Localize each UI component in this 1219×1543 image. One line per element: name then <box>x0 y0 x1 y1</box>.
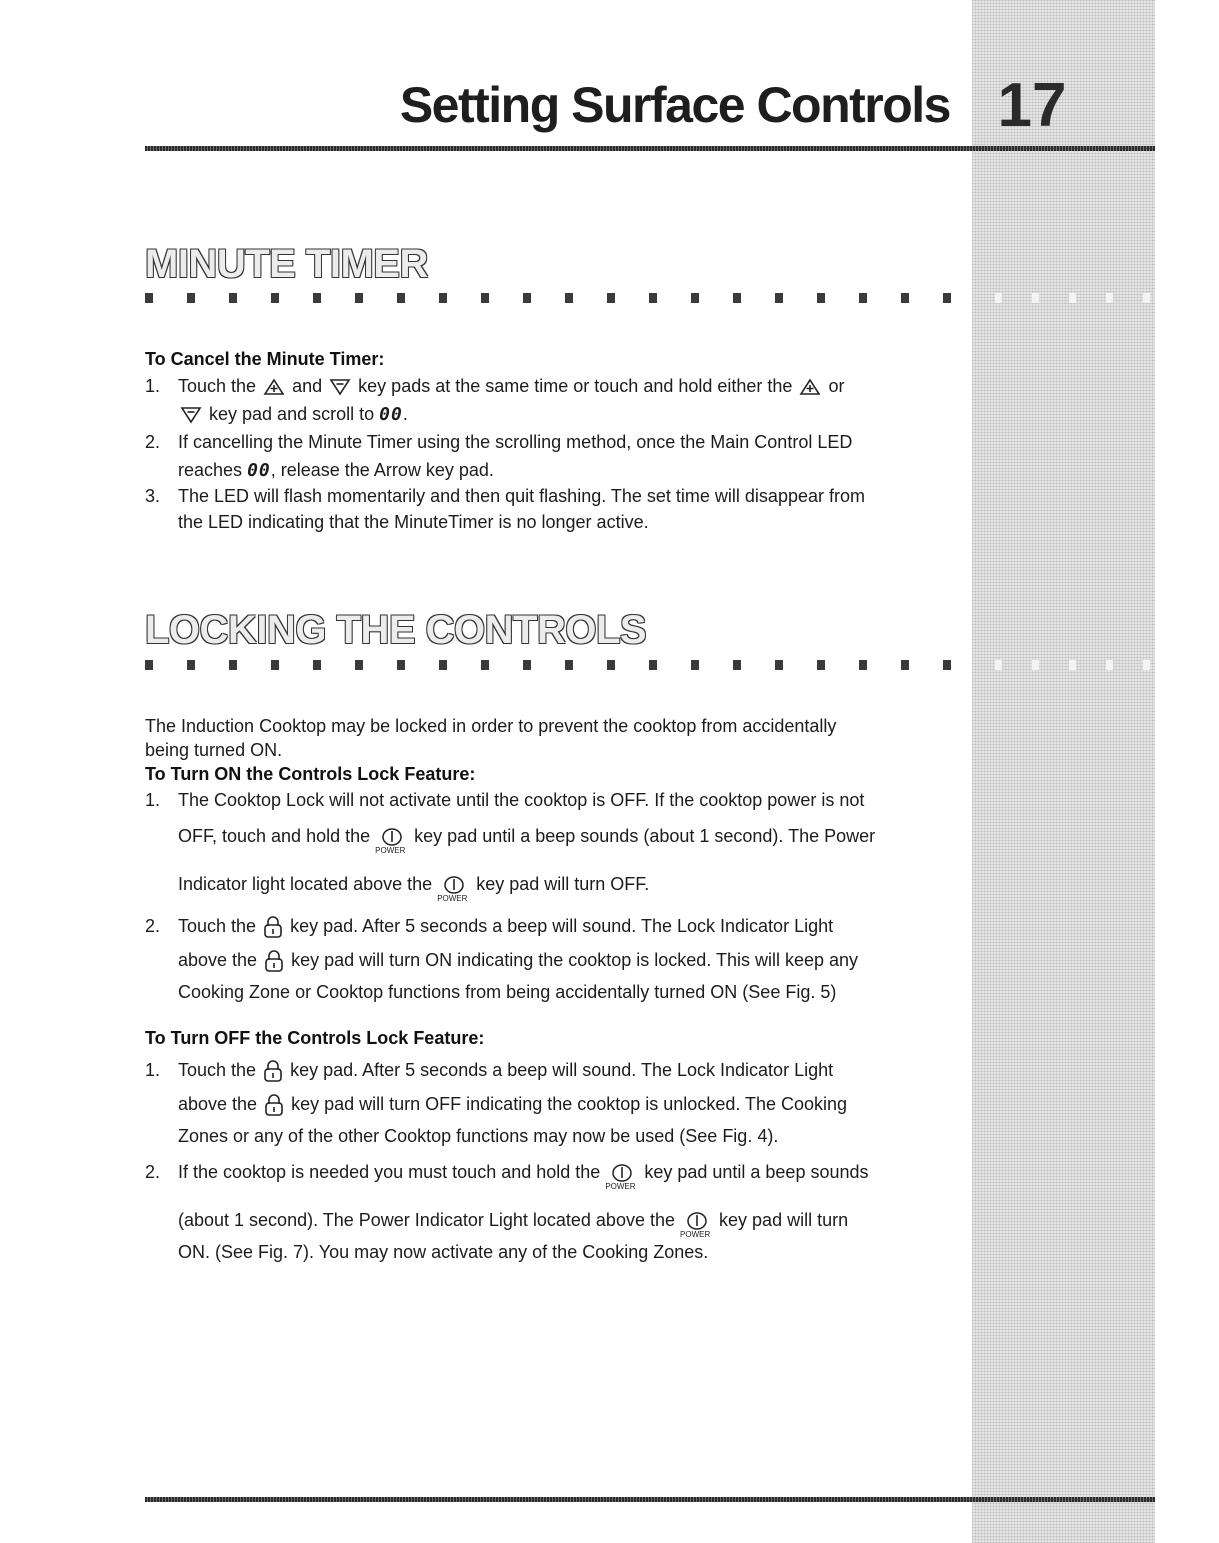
divider-dot <box>1143 660 1150 670</box>
divider-dot <box>439 293 447 303</box>
power-caption: POWER <box>437 894 468 904</box>
power-icon <box>441 875 467 895</box>
lock-off-step-1-c: Zones or any of the other Cooktop functions may now be used (See Fig. 4). <box>178 1126 779 1146</box>
step-text: Touch the <box>178 1060 257 1080</box>
divider-dot <box>1032 293 1039 303</box>
header-rule <box>145 146 1155 151</box>
divider-dot <box>145 660 153 670</box>
lock-on-step-2-b <box>178 950 858 972</box>
step-text: key pad will turn ON indicating the cooktop is locked. This will keep any <box>291 950 859 970</box>
step-number: 3. <box>145 486 161 506</box>
divider-dot <box>1069 660 1076 670</box>
step-number: 2. <box>145 432 161 452</box>
divider-dot <box>229 660 237 670</box>
divider-dot <box>1106 660 1113 670</box>
divider-dot <box>187 660 195 670</box>
step-text: above the <box>178 950 258 970</box>
lock-off-step-2 <box>178 1162 869 1192</box>
divider-dot <box>607 293 615 303</box>
power-caption: POWER <box>375 846 406 856</box>
step-text: (about 1 second). The Power Indicator Light located above the <box>178 1210 675 1230</box>
power-key <box>680 1211 711 1240</box>
step-text: If the cooktop is needed you must touch and hold the <box>178 1162 601 1182</box>
lock-on-step-2 <box>178 916 833 938</box>
divider-dot <box>355 293 363 303</box>
step-text: key pad until a beep sounds <box>644 1162 869 1182</box>
step-text: Touch the <box>178 916 257 936</box>
divider-dot <box>691 293 699 303</box>
lock-icon <box>263 1060 283 1082</box>
step-text: key pad will turn <box>719 1210 849 1230</box>
power-icon <box>684 1211 710 1231</box>
step-text: Touch the <box>178 376 257 396</box>
divider-dot <box>901 660 909 670</box>
minus-arrow-icon <box>329 378 351 396</box>
lock-on-step-1: The Cooktop Lock will not activate until the cooktop is OFF. If the cooktop power is not <box>178 790 865 810</box>
power-caption: POWER <box>680 1230 711 1240</box>
divider-dot <box>481 293 489 303</box>
power-icon <box>609 1163 635 1183</box>
section-heading-locking-controls: LOCKING THE CONTROLS <box>145 608 647 652</box>
step-period: . <box>402 404 408 424</box>
divider-dot <box>607 660 615 670</box>
step-text: and <box>292 376 323 396</box>
divider-dot <box>1106 293 1113 303</box>
divider-dot <box>691 660 699 670</box>
power-key <box>437 875 468 904</box>
divider-dot <box>995 293 1002 303</box>
step-text: key pad. After 5 seconds a beep will sound. The Lock Indicator Light <box>290 916 834 936</box>
step-number: 2. <box>145 916 161 936</box>
divider-dot <box>733 293 741 303</box>
led-display-00: 00 <box>247 460 271 481</box>
divider-dot <box>1069 293 1076 303</box>
footer-rule <box>145 1497 1155 1502</box>
step-text: above the <box>178 1094 258 1114</box>
step-text: key pad and scroll to <box>209 404 375 424</box>
divider-dot <box>523 660 531 670</box>
page-number: 17 <box>997 71 1067 140</box>
lock-icon <box>264 950 284 972</box>
step-text: key pad will turn OFF. <box>476 874 650 894</box>
lock-icon <box>264 1094 284 1116</box>
lock-off-heading: To Turn OFF the Controls Lock Feature: <box>145 1028 485 1048</box>
divider-dot <box>775 293 783 303</box>
lock-on-step-1-c <box>178 874 650 904</box>
divider-dot <box>943 293 951 303</box>
lock-off-step-2-b <box>178 1210 849 1240</box>
divider-dot <box>733 660 741 670</box>
divider-dot <box>901 293 909 303</box>
cancel-step-2-cont <box>178 460 494 481</box>
power-key <box>605 1163 636 1192</box>
step-text: Indicator light located above the <box>178 874 433 894</box>
divider-dot <box>271 293 279 303</box>
locking-intro: The Induction Cooktop may be locked in order to prevent the cooktop from accidentally <box>145 716 837 736</box>
lock-on-step-1-b <box>178 826 876 856</box>
page-title: Setting Surface Controls <box>399 77 950 133</box>
divider-dot <box>817 293 825 303</box>
divider-dot <box>313 660 321 670</box>
step-text: key pad. After 5 seconds a beep will sound. The Lock Indicator Light <box>290 1060 834 1080</box>
lock-off-step-1-b <box>178 1094 847 1116</box>
cancel-step-1 <box>178 376 844 397</box>
divider-dot <box>649 660 657 670</box>
side-tab-band <box>972 0 1155 1543</box>
power-caption: POWER <box>605 1182 636 1192</box>
divider-dot <box>817 660 825 670</box>
power-key <box>375 827 406 856</box>
step-text: key pad will turn OFF indicating the cooktop is unlocked. The Cooking <box>291 1094 848 1114</box>
cancel-step-3: The LED will flash momentarily and then quit flashing. The set time will disappear from <box>178 486 865 506</box>
step-text: reaches <box>178 460 243 480</box>
lock-icon <box>263 916 283 938</box>
section-heading-minute-timer: MINUTE TIMER <box>145 242 428 286</box>
step-text: key pad until a beep sounds (about 1 second). The Power <box>414 826 876 846</box>
divider-dot <box>995 660 1002 670</box>
plus-arrow-icon <box>263 378 285 396</box>
lock-off-step-1 <box>178 1060 833 1082</box>
divider-dot <box>271 660 279 670</box>
lock-on-step-2-c: Cooking Zone or Cooktop functions from being accidentally turned ON (See Fig. 5) <box>178 982 837 1002</box>
divider-dot <box>523 293 531 303</box>
plus-arrow-icon <box>799 378 821 396</box>
divider-dot <box>565 660 573 670</box>
step-text: key pads at the same time or touch and hold either the <box>358 376 793 396</box>
divider-dot <box>859 660 867 670</box>
divider-dot <box>229 293 237 303</box>
cancel-step-1-cont <box>178 404 408 425</box>
divider-dot <box>943 660 951 670</box>
divider-dot <box>187 293 195 303</box>
cancel-step-2: If cancelling the Minute Timer using the scrolling method, once the Main Control LED <box>178 432 853 452</box>
locking-intro-cont: being turned ON. <box>145 740 283 760</box>
divider-dot <box>439 660 447 670</box>
divider-dot <box>1143 293 1150 303</box>
minus-arrow-icon <box>180 406 202 424</box>
step-number: 1. <box>145 1060 161 1080</box>
cancel-timer-heading: To Cancel the Minute Timer: <box>145 349 385 369</box>
divider-dot <box>397 660 405 670</box>
step-text: , release the Arrow key pad. <box>270 460 494 480</box>
power-icon <box>379 827 405 847</box>
dotted-divider <box>145 660 1155 670</box>
divider-dot <box>565 293 573 303</box>
divider-dot <box>859 293 867 303</box>
step-number: 2. <box>145 1162 161 1182</box>
divider-dot <box>649 293 657 303</box>
step-number: 1. <box>145 376 161 396</box>
step-text: or <box>828 376 845 396</box>
divider-dot <box>355 660 363 670</box>
divider-dot <box>397 293 405 303</box>
divider-dot <box>481 660 489 670</box>
lock-off-step-2-c: ON. (See Fig. 7). You may now activate any of the Cooking Zones. <box>178 1242 709 1262</box>
step-text: OFF, touch and hold the <box>178 826 371 846</box>
led-display-00: 00 <box>379 404 403 425</box>
step-number: 1. <box>145 790 161 810</box>
lock-on-heading: To Turn ON the Controls Lock Feature: <box>145 764 476 784</box>
divider-dot <box>1032 660 1039 670</box>
divider-dot <box>145 293 153 303</box>
divider-dot <box>313 293 321 303</box>
cancel-step-3-cont: the LED indicating that the MinuteTimer is no longer active. <box>178 512 649 532</box>
divider-dot <box>775 660 783 670</box>
dotted-divider <box>145 293 1155 303</box>
